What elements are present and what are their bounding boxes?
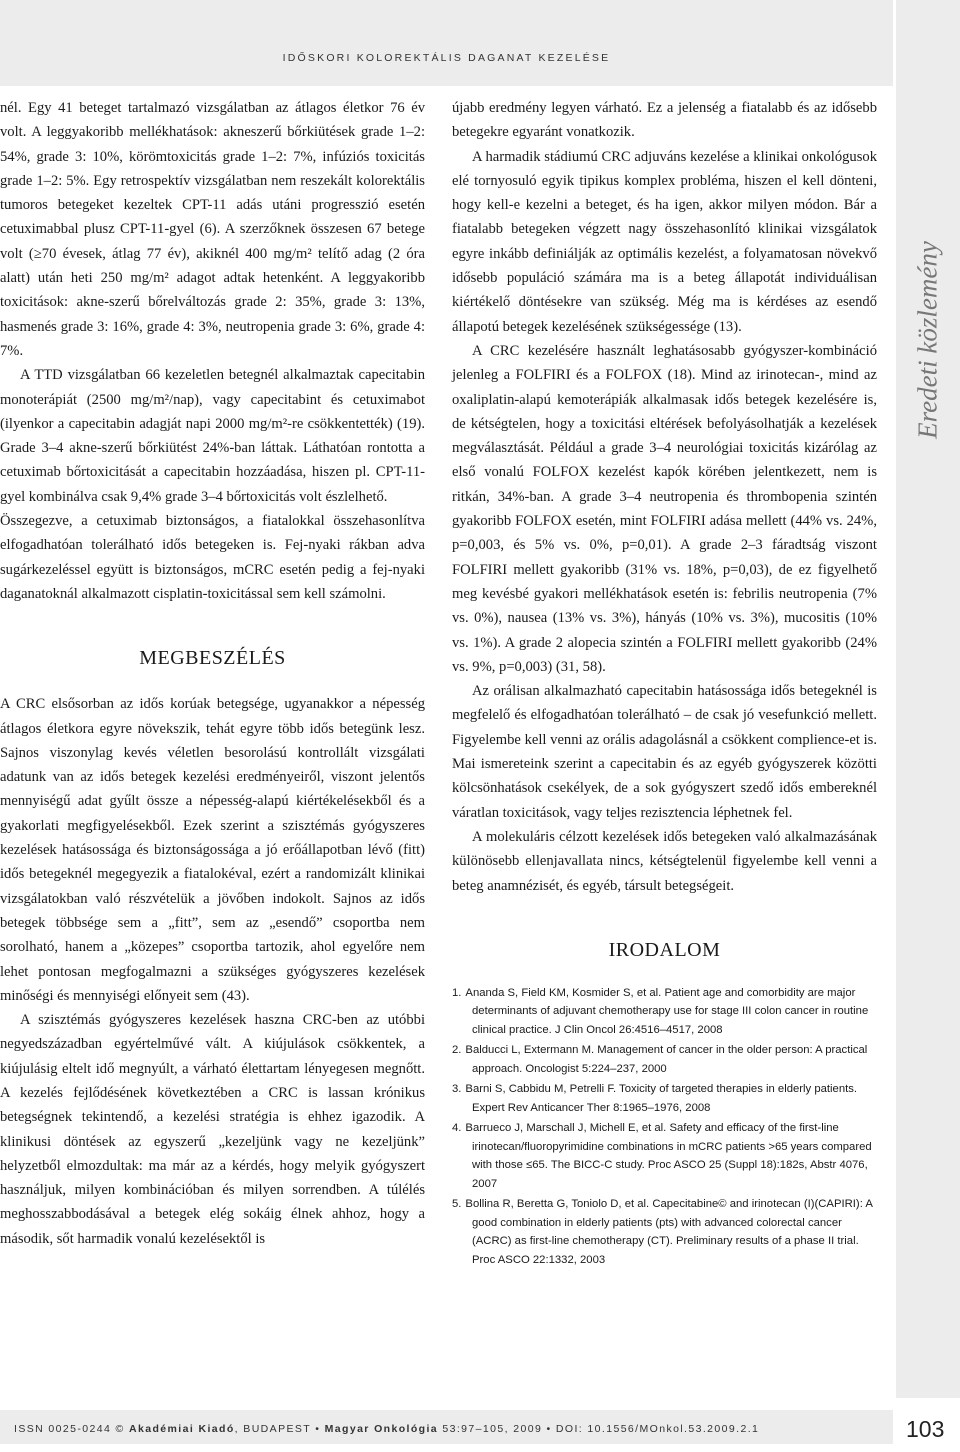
body-paragraph: A molekuláris célzott kezelések idős betegeken való alkalmazásának különösebb ellenjavallata nincs, kétségtelenül figyelembe kell venni a beteg anamnézisét, és egyéb, társult betegségeit. — [452, 828, 877, 894]
body-paragraph: nél. Egy 41 beteget tartalmazó vizsgálatban az átlagos életkor 76 év volt. A leggyakoribb mellékhatások: akneszerű bőrkiütések grade 1–2: 54%, grade 3: 10%, körömtoxicitás grade 1–2: 7%, infúziós toxicitás grade 1–2: 5%. Egy retrospektív vizsgálatban nem reszekált kolorektális tumoros betegeket kezeltek CPT-11 adás utáni progresszió esetén cetuximabbal plusz CPT-11-gyel (6). A szerzőknek összesen 67 betege volt (≥70 évesek, átlag 77 év), akiknél 400 mg/m² telítő adag (2 óra alatt) után heti 250 mg/m² adagot adtak hetenként. A leggyakoribb toxicitások: akne-szerű bőrelváltozás grade 2: 35%, grade 3: 13%, hasmenés grade 3: 16%, grade 4: 3%, neutropenia grade 3: 6%, grade 4: 7%. — [0, 100, 425, 359]
reference-item — [452, 1119, 877, 1193]
body-paragraph: újabb eredmény legyen várható. Ez a jelenség a fiatalabb és az idősebb betegekre egyaránt vonatkozik. — [452, 100, 877, 141]
reference-text: Balducci L, Extermann M. Management of cancer in the older person: A practical approach. Oncologist 5:224–237, 2000 — [465, 1044, 868, 1075]
left-column — [0, 96, 425, 1251]
reference-item — [452, 1080, 877, 1117]
section-heading-discussion: MEGBESZÉLÉS — [139, 647, 286, 670]
reference-list — [452, 984, 877, 1270]
reference-item — [452, 984, 877, 1040]
page-number: 103 — [906, 1416, 945, 1442]
reference-number: 1. — [452, 986, 462, 999]
footer-citation: 53:97–105, 2009 • DOI: 10.1556/MOnkol.53.2009.2.1 — [442, 1423, 760, 1435]
body-paragraph: Összegezve, a cetuximab biztonságos, a fiatalokkal összehasonlítva elfogadhatóan tolerálható idős betegeken is. Fej-nyaki rákban adva sugárkezeléssel együtt is biztonságos, mCRC esetén pedig a fej-nyaki daganatoknál alkalmazott cisplatin-toxicitással sem kell számolni. — [0, 513, 425, 602]
section-heading-references: IRODALOM — [608, 938, 721, 961]
footer-journal: Magyar Onkológia — [324, 1423, 439, 1435]
reference-number: 2. — [452, 1044, 462, 1057]
right-column — [452, 96, 877, 1271]
body-paragraph: A harmadik stádiumú CRC adjuváns kezelése a klinikai onkológusok elé tornyosuló egyik tipikus komplex probléma, hiszen el kell dönteni, hogy kell-e kezelni a beteget, és ha igen, akkor milyen módon. Bár a fiatalabb betegeken végzett nagy összehasonlító klinikai vizsgálatok egyre inkább definiálják az optimális kezelést, a folyamatosan növekvő idősebb populáció számára ma is a beteg állapotát individuálisan kiértékelő döntésekre van szükség. Még ma is kérdéses az esendő állapotú betegek kezelésének szükségessége (13). — [452, 148, 877, 335]
body-paragraph: A CRC kezelésére használt leghatásosabb gyógyszer-kombináció jelenleg a FOLFIRI és a FOLFOX (18). Mind az irinotecan-, mind az oxaliplatin-alapú kemoterápiák alkalmasak idős betegek kezelésére is, de kétségtelen, hogy a toxicitási eltérések befolyásolhatják a kezelések megválasztását. Például a grade 3–4 neurológiai toxicitás kizárólag az első vonalú FOLFOX kezelést kapók körében jelentkezett, nem is ritkán, 34%-ban. A grade 3–4 neutropenia és thrombopenia szintén gyakoribb FOLFOX esetén, mint FOLFIRI adása mellett (44% vs. 24%, p=0,003, és 5% vs. 0%, p=0,01). A grade 2–3 fáradtság viszont FOLFIRI mellett gyakoribb (31% vs. 18%, p=0,03), de ez figyelhető meg kevésbé gyakori mellékhatások esetén is: febrilis neutropenia (7% vs. 0%), nausea (13% vs. 3%), hányás (10% vs. 3%), mucositis (10% vs. 1%). A grade 2 alopecia szintén a FOLFIRI mellett gyakoribb (24% vs. 9%, p=0,003) (31, 58). — [452, 342, 877, 675]
reference-number: 3. — [452, 1083, 462, 1096]
running-title: IDŐSKORI KOLOREKTÁLIS DAGANAT KEZELÉSE — [282, 52, 611, 64]
body-paragraph: A CRC elsősorban az idős korúak betegsége, ugyanakkor a népesség átlagos életkora egyre növekszik, tehát egyre több idős betegünk lesz. Sajnos viszonylag kevés véletlen besorolású kontrollált vizsgálati adatunk van az idős betegek kezelési eredményeiről, viszont jelentős mennyiségű adat gyűlt össze a népesség-alapú kiértékelésekből és a gyakorlati megfigyelésekből. Ezek szerint a szisztémás gyógyszeres kezelések hatásossága és biztonságossága a jó erőállapotban lévő (fitt) idős betegeknél megegyezik a fiatalokéval, ezért a randomizált klinikai vizsgálatokban való részvételük a jövőben indokolt. Sajnos az idős betegek többsége sem a „fitt”, sem az „esendő” csoportba nem sorolható, hanem a „közepes” csoportba tartozik, ahol egyelőre nem lehet pontosan megfogalmazni a szükséges gyógyszeres kezelések minőségi és mennyiségi előnyeit sem (43). — [0, 696, 425, 1004]
footer-city: , BUDAPEST • — [234, 1423, 321, 1435]
body-paragraph: A TTD vizsgálatban 66 kezeletlen betegnél alkalmaztak capecitabin monoterápiát (2500 mg/m²/nap), vagy capecitabint és cetuximabot (ilyenkor a capecitabin adagját napi 2000 mg/m²-re csökkentették) (19). Grade 3–4 akne-szerű bőrkiütést 24%-ban láttak. Láthatóan rontotta a cetuximab bőrtoxicitását a capecitabin hozzáadása, hiszen pl. CPT-11-gyel kombinálva csak 9,4% grade 3–4 bőrtoxicitás volt észlelhető. — [0, 367, 425, 505]
reference-number: 4. — [452, 1122, 462, 1135]
reference-text: Bollina R, Beretta G, Toniolo D, et al. Capecitabine© and irinotecan (I)(CAPIRI): A good combination in elderly patients (pts) with advanced colorectal cancer (ACRC) as first-line chemotherapy (CT). Preliminary results of a phase II trial. Proc ASCO 22:1332, 2003 — [465, 1198, 873, 1266]
reference-text: Ananda S, Field KM, Kosmider S, et al. Patient age and comorbidity are major determinants of adjuvant chemotherapy use for stage III colon cancer in routine clinical practice. J Clin Oncol 26:4516–4517, 2008 — [465, 986, 869, 1036]
reference-number: 5. — [452, 1198, 462, 1211]
side-band — [896, 0, 960, 1398]
reference-text: Barni S, Cabbidu M, Petrelli F. Toxicity of targeted therapies in elderly patients. Expert Rev Anticancer Ther 8:1965–1976, 2008 — [465, 1083, 858, 1114]
section-side-label: Eredeti közlemény — [912, 241, 943, 439]
body-paragraph: A szisztémás gyógyszeres kezelések haszna CRC-ben az utóbbi negyedszázadban egyértelművé vált. A kiújulások csökkentek, a kiújulásig eltelt idő megnyúlt, a várható élettartam lényegesen megnőtt. A kezelés fejlődésének következtében a CRC is lassan krónikus betegségnek tekintendő, a kezelési stratégia is ehhez igazodik. A klinikusi döntések az egyszerű „kezeljünk vagy ne kezeljünk” helyzetből elmozdultak: ma már az a kérdés, hogy melyik gyógyszert használjuk, milyen kombinációban és milyen sorrendben. A túlélés meghosszabbodásával a betegek elég sokáig élnek ahhoz, hogy a második, sőt harmadik vonalú kezelésektől is — [0, 1012, 425, 1247]
reference-item — [452, 1041, 877, 1078]
reference-text: Barrueco J, Marschall J, Michell E, et al. Safety and efficacy of the first-line irinotecan/fluoropyrimidine combinations in mCRC patients >65 years compared with those ≤65. The BICC-C study. Proc ASCO 25 (Suppl 18):182s, Abstr 4076, 2007 — [465, 1122, 872, 1190]
footer-publisher: Akadémiai Kiadó — [129, 1423, 235, 1435]
reference-item — [452, 1195, 877, 1269]
body-paragraph: Az orálisan alkalmazható capecitabin hatásossága idős betegeknél is megfelelő és elfogadhatóan tolerálható – de csak jó vesefunkció mellett. Figyelembe kell venni az orális adagolásnál a csökkent complience-et is. Mai ismereteink szerint a capecitabin és az egyéb gyógyszerek közötti kölcsönhatások csekélyek, de a sok gyógyszert szedő idős embereknél váratlan toxicitások, vagy teljes rezisztencia léphetnek fel. — [452, 683, 877, 821]
page-footer — [0, 1410, 893, 1444]
running-header — [0, 0, 893, 86]
footer-issn: ISSN 0025-0244 © — [14, 1423, 125, 1435]
